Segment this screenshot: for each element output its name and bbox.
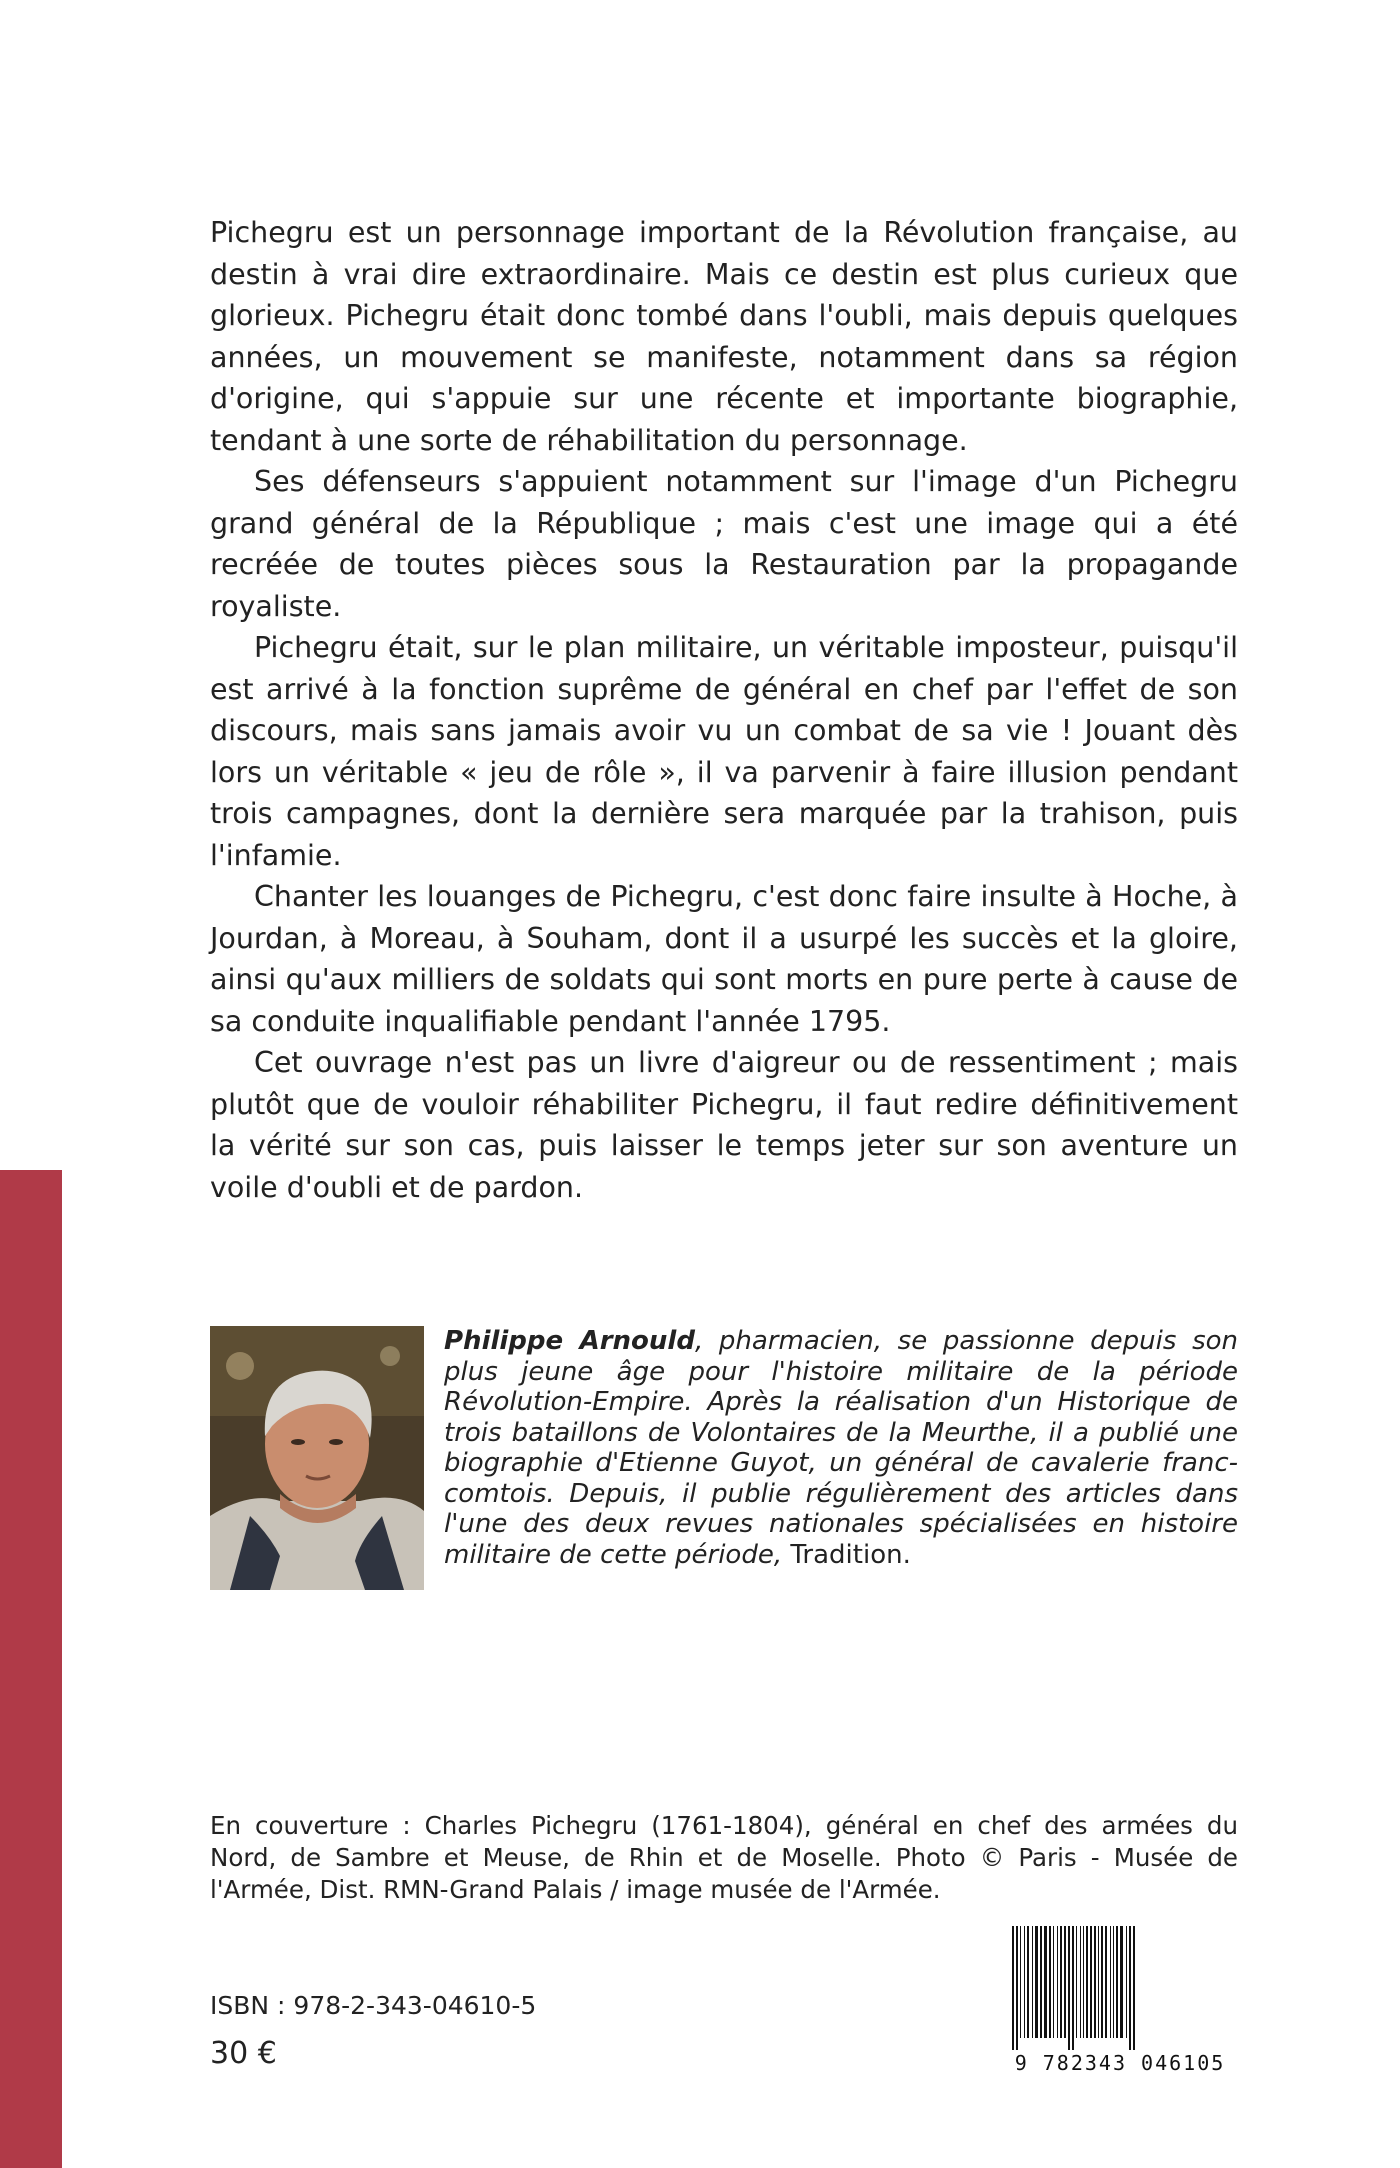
barcode-bar <box>1080 1926 1081 2038</box>
barcode-bars <box>1010 1926 1238 2050</box>
journal-name: Tradition. <box>790 1539 911 1570</box>
barcode-bar <box>1076 1926 1077 2038</box>
barcode-bar <box>1032 1926 1033 2038</box>
barcode-bar <box>1113 1926 1114 2038</box>
barcode-bar <box>1027 1926 1029 2038</box>
barcode-bar <box>1049 1926 1051 2038</box>
author-bio-text: , pharmacien, se passionne depuis son plus jeune âge pour l'histoire militaire de la période Révolution-Empire. Après la réalisation d'un Historique de trois bataillons de Volontaires de la Meurthe, il a publié une biographie d'Etienne Guyot, un général de cavalerie franc-comtois. Depuis, il publie régulièrement des articles dans l'une des deux revues nationales spécialisées en histoire militaire de cette période, <box>444 1326 1238 1570</box>
blurb-paragraph: Pichegru était, sur le plan militaire, un véritable imposteur, puisqu'il est arrivé à la fonction suprême de général en chef par l'effet de son discours, mais sans jamais avoir vu un combat de sa vie ! Jouant dès lors un véritable « jeu de rôle », il va parvenir à faire illusion pendant trois campagnes, dont la dernière sera marquée par la trahison, puis l'infamie. <box>210 631 1238 872</box>
barcode-bar <box>1053 1926 1054 2038</box>
isbn: ISBN : 978-2-343-04610-5 <box>210 1991 537 2020</box>
barcode-bar <box>1110 1926 1111 2038</box>
blurb-paragraph: Cet ouvrage n'est pas un livre d'aigreur ou de ressentiment ; mais plutôt que de vouloir réhabiliter Pichegru, il faut redire définitivement la vérité sur son cas, puis laisser le temps jeter sur son aventure un voile d'oubli et de pardon. <box>210 1046 1238 1204</box>
barcode-bar <box>1086 1926 1088 2038</box>
barcode-bar <box>1068 1926 1070 2050</box>
barcode-bar <box>1020 1926 1021 2038</box>
barcode-bar <box>1129 1926 1131 2050</box>
barcode-bar <box>1116 1926 1118 2038</box>
price: 30 € <box>210 2036 277 2071</box>
barcode-bar <box>1133 1926 1135 2050</box>
barcode <box>1000 1926 1240 2086</box>
blurb-paragraph: Ses défenseurs s'appuient notamment sur l'image d'un Pichegru grand général de la République ; mais c'est une image qui a été recréée de toutes pièces sous la Restauration par la propagande royaliste. <box>210 465 1238 623</box>
author-name: Philippe Arnould <box>444 1326 695 1356</box>
barcode-bar <box>1024 1926 1025 2038</box>
barcode-bar <box>1101 1926 1103 2038</box>
barcode-bar <box>1060 1926 1062 2038</box>
barcode-bar <box>1126 1926 1127 2038</box>
barcode-bar <box>1094 1926 1096 2038</box>
barcode-bar <box>1040 1926 1042 2038</box>
barcode-bar <box>1012 1926 1014 2050</box>
blurb-paragraph: Pichegru est un personnage important de la Révolution française, au destin à vrai dire extraordinaire. Mais ce destin est plus curieux que glorieux. Pichegru était donc tombé dans l'oubli, mais depuis quelques années, un mouvement se manifeste, notamment dans sa région d'origine, qui s'appuie sur une récente et importante biographie, tendant à une sorte de réhabilitation du personnage. <box>210 216 1238 457</box>
barcode-bar <box>1057 1926 1058 2038</box>
barcode-digits: 9 782343 046105 <box>1014 2051 1226 2075</box>
barcode-bar <box>1064 1926 1066 2038</box>
author-portrait-image <box>210 1326 424 1590</box>
barcode-bar <box>1044 1926 1047 2038</box>
cover-credit: En couverture : Charles Pichegru (1761-1804), général en chef des armées du Nord, de Sambre et Meuse, de Rhin et de Moselle. Photo © Paris - Musée de l'Armée, Dist. RMN-Grand Palais / image musée de l'Armée. <box>210 1811 1238 1904</box>
author-photo <box>210 1326 424 1590</box>
barcode-bar <box>1098 1926 1099 2038</box>
barcode-bar <box>1035 1926 1038 2038</box>
back-cover-blurb <box>210 212 1238 1208</box>
side-color-band <box>0 1170 62 2168</box>
barcode-bar <box>1120 1926 1123 2038</box>
barcode-bar <box>1083 1926 1084 2038</box>
barcode-bar <box>1090 1926 1092 2038</box>
barcode-bar <box>1016 1926 1018 2050</box>
author-section <box>210 1326 1238 1596</box>
barcode-bar <box>1072 1926 1074 2050</box>
barcode-bar <box>1105 1926 1107 2038</box>
blurb-paragraph: Chanter les louanges de Pichegru, c'est donc faire insulte à Hoche, à Jourdan, à Moreau, à Souham, dont il a usurpé les succès et la gloire, ainsi qu'aux milliers de soldats qui sont morts en pure perte à cause de sa conduite inqualifiable pendant l'année 1795. <box>210 880 1238 1038</box>
author-bio <box>444 1326 1238 1570</box>
